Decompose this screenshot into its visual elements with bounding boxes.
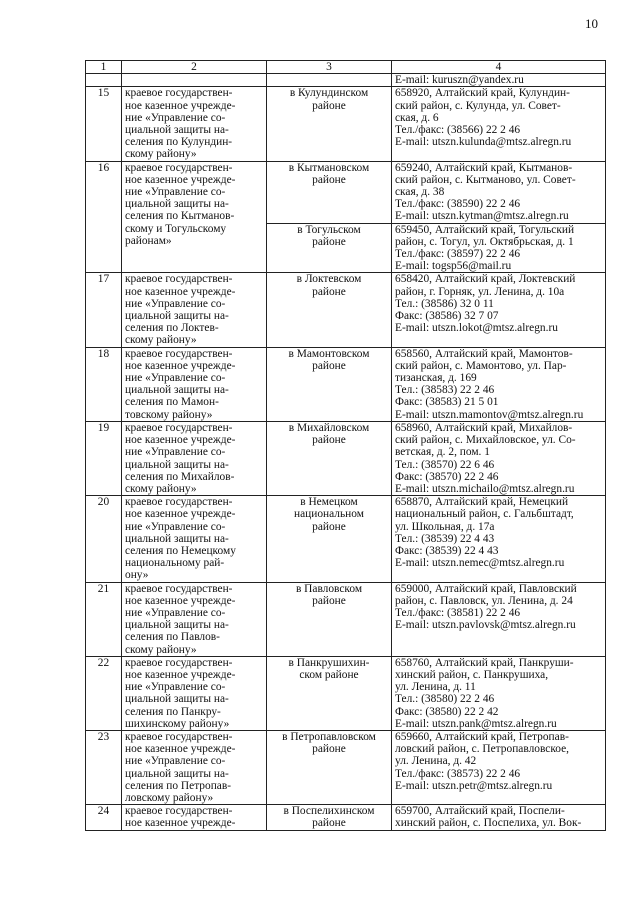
address-contacts-line: E-mail: utszn.nemec@mtsz.alregn.ru	[395, 557, 565, 570]
organization-name	[122, 582, 267, 656]
organization-name-line: скому району»	[125, 148, 197, 161]
organization-name-line: ное казенное учрежде-	[125, 285, 236, 298]
table-row	[86, 421, 606, 495]
district-name	[267, 161, 392, 223]
district-name-line: в Панкрушихин-	[288, 656, 370, 669]
address-contacts-line: Факс: (38583) 21 5 01	[395, 396, 499, 409]
organization-name-line: ние «Управление со-	[125, 446, 226, 459]
district-name-line: районе	[312, 817, 346, 830]
organization-name-line: скому району»	[125, 334, 197, 347]
organization-name-line: краевое государствен-	[125, 161, 233, 174]
organization-name-line: циальной защиты на-	[125, 198, 229, 211]
address-contacts-line: E-mail: togsp56@mail.ru	[395, 260, 512, 273]
organization-name-line: ние «Управление со-	[125, 372, 226, 385]
organization-name	[122, 656, 267, 730]
organization-name-line: ное казенное учрежде-	[125, 817, 236, 830]
organization-name-line: селения по Немецкому	[125, 544, 236, 557]
row-number: 17	[86, 273, 122, 347]
district-name-line: в Поспелихинском	[283, 805, 375, 818]
column-header: 2	[122, 61, 267, 74]
address-contacts-line: хинский район, с. Панкрушиха,	[395, 668, 549, 681]
address-contacts-line: E-mail: utszn.pavlovsk@mtsz.alregn.ru	[395, 619, 576, 632]
organization-name-line: товскому району»	[125, 408, 213, 421]
organization-name-line: ное казенное учрежде-	[125, 743, 236, 756]
table-row	[86, 87, 606, 161]
address-contacts-line: Тел./факс: (38573) 22 2 46	[395, 767, 521, 780]
address-contacts-line: 658760, Алтайский край, Панкруши-	[395, 656, 574, 669]
organization-name-line: шихинскому району»	[125, 717, 230, 730]
organization-name-line: селения по Локтев-	[125, 322, 219, 335]
district-name-line: районе	[312, 235, 346, 248]
address-contacts-line: 659000, Алтайский край, Павловский	[395, 582, 577, 595]
address-contacts-line: тизанская, д. 169	[395, 372, 477, 385]
district-name-line: в Тогульском	[297, 223, 361, 236]
district-name-line: в Кытмановском	[288, 161, 370, 174]
address-contacts-line: ул. Ленина, д. 11	[395, 681, 476, 694]
organization-name	[122, 496, 267, 582]
row-number: 23	[86, 730, 122, 804]
district-name	[267, 805, 392, 830]
address-contacts	[392, 347, 606, 421]
organization-name	[122, 421, 267, 495]
row-number: 24	[86, 805, 122, 830]
district-name-line: в Кулундинском	[289, 87, 369, 100]
organization-name	[122, 161, 267, 273]
table-row	[86, 161, 606, 223]
address-contacts-line: ская, д. 6	[395, 111, 439, 124]
row-number: 22	[86, 656, 122, 730]
column-header-row	[86, 61, 606, 74]
organization-name-line: ное казенное учрежде-	[125, 508, 236, 521]
district-name-line: в Павловском	[295, 582, 363, 595]
district-name	[267, 582, 392, 656]
address-contacts-line: ская, д. 38	[395, 186, 445, 199]
address-contacts-line: 658420, Алтайский край, Локтевский	[395, 273, 576, 286]
organization-name-line: ловскому району»	[125, 791, 214, 804]
district-name	[267, 223, 392, 273]
district-name-line: районе	[312, 99, 346, 112]
address-contacts-line: Тел.: (38570) 22 6 46	[395, 458, 495, 471]
address-contacts-line: район, с. Павловск, ул. Ленина, д. 24	[395, 594, 573, 607]
district-name-line: районе	[312, 520, 346, 533]
organization-name-line: краевое государствен-	[125, 805, 233, 818]
organization-name-line: краевое государствен-	[125, 582, 233, 595]
district-name	[267, 347, 392, 421]
organization-name-line: ное казенное учрежде-	[125, 594, 236, 607]
address-contacts-line: 658920, Алтайский край, Кулундин-	[395, 87, 570, 100]
organization-name-line: ние «Управление со-	[125, 755, 226, 768]
address-contacts-line: район, г. Горняк, ул. Ленина, д. 10а	[395, 285, 565, 298]
organization-name-line: циальной защиты на-	[125, 124, 229, 137]
address-contacts-line: ул. Школьная, д. 17а	[395, 520, 495, 533]
organization-name-line: циальной защиты на-	[125, 532, 229, 545]
continued-email: E-mail: kuruszn@yandex.ru	[392, 74, 606, 87]
organization-name-line: национальному рай-	[125, 557, 225, 570]
district-name-line: районе	[312, 359, 346, 372]
table-row	[86, 273, 606, 347]
organization-name-line: циальной защиты на-	[125, 619, 229, 632]
address-contacts	[392, 421, 606, 495]
district-name-line: районе	[312, 594, 346, 607]
address-contacts-line: Факс: (38570) 22 2 46	[395, 470, 499, 483]
organization-name-line: краевое государствен-	[125, 421, 233, 434]
address-contacts-line: Тел.: (38583) 22 2 46	[395, 384, 495, 397]
address-contacts-line: Тел.: (38580) 22 2 46	[395, 693, 495, 706]
institutions-table	[85, 60, 606, 831]
column-header: 3	[267, 61, 392, 74]
address-contacts-line: ветская, д. 2, пом. 1	[395, 446, 490, 459]
address-contacts-line: 659450, Алтайский край, Тогульский	[395, 223, 575, 236]
organization-name-line: селения по Кытманов-	[125, 210, 235, 223]
organization-name-line: ние «Управление со-	[125, 606, 226, 619]
organization-name-line: циальной защиты на-	[125, 693, 229, 706]
organization-name-line: краевое государствен-	[125, 273, 233, 286]
address-contacts-line: Факс: (38539) 22 4 43	[395, 544, 499, 557]
page-number: 10	[585, 16, 598, 31]
address-contacts-line: Тел./факс: (38597) 22 2 46	[395, 248, 521, 261]
district-name	[267, 730, 392, 804]
address-contacts-line: 658960, Алтайский край, Михайлов-	[395, 421, 573, 434]
address-contacts-line: E-mail: utszn.lokot@mtsz.alregn.ru	[395, 322, 558, 335]
district-name	[267, 496, 392, 582]
organization-name-line: циальной защиты на-	[125, 458, 229, 471]
address-contacts-line: Тел./факс: (38566) 22 2 46	[395, 124, 521, 137]
organization-name-line: скому и Тогульскому	[125, 222, 227, 235]
organization-name-line: ное казенное учрежде-	[125, 668, 236, 681]
row-number: 20	[86, 496, 122, 582]
row-number: 15	[86, 87, 122, 161]
district-name-line: районе	[312, 285, 346, 298]
organization-name-line: скому району»	[125, 643, 197, 656]
organization-name-line: краевое государствен-	[125, 496, 233, 509]
address-contacts	[392, 730, 606, 804]
address-contacts-line: E-mail: utszn.mamontov@mtsz.alregn.ru	[395, 408, 584, 421]
address-contacts	[392, 582, 606, 656]
organization-name	[122, 87, 267, 161]
column-header: 4	[392, 61, 606, 74]
table-row	[86, 656, 606, 730]
organization-name-line: циальной защиты на-	[125, 767, 229, 780]
address-contacts	[392, 223, 606, 273]
district-name-line: районе	[312, 434, 346, 447]
address-contacts-line: 658560, Алтайский край, Мамонтов-	[395, 347, 573, 360]
table-row	[86, 730, 606, 804]
organization-name-line: ону»	[125, 569, 149, 582]
district-name	[267, 656, 392, 730]
address-contacts-line: 658870, Алтайский край, Немецкий	[395, 496, 569, 509]
address-contacts	[392, 273, 606, 347]
district-name-line: в Михайловском	[288, 421, 370, 434]
district-name	[267, 87, 392, 161]
organization-name-line: ние «Управление со-	[125, 186, 226, 199]
organization-name-line: ное казенное учрежде-	[125, 173, 236, 186]
organization-name-line: циальной защиты на-	[125, 384, 229, 397]
address-contacts	[392, 805, 606, 830]
organization-name	[122, 730, 267, 804]
address-contacts-line: E-mail: utszn.pank@mtsz.alregn.ru	[395, 717, 557, 730]
organization-name-line: циальной защиты на-	[125, 310, 229, 323]
district-name	[267, 273, 392, 347]
address-contacts-line: E-mail: utszn.michailo@mtsz.alregn.ru	[395, 482, 575, 495]
table-row	[86, 582, 606, 656]
table-row	[86, 805, 606, 830]
address-contacts-line: ский район, с. Мамонтово, ул. Пар-	[395, 359, 567, 372]
organization-name	[122, 805, 267, 830]
organization-name	[122, 273, 267, 347]
organization-name-line: ние «Управление со-	[125, 297, 226, 310]
address-contacts	[392, 496, 606, 582]
organization-name-line: ние «Управление со-	[125, 111, 226, 124]
row-number: 19	[86, 421, 122, 495]
organization-name-line: селения по Кулундин-	[125, 136, 233, 149]
row-number: 16	[86, 161, 122, 273]
organization-name-line: селения по Михайлов-	[125, 470, 235, 483]
address-contacts-line: Тел.: (38539) 22 4 43	[395, 532, 495, 545]
address-contacts-line: ский район, с. Михайловское, ул. Со-	[395, 434, 576, 447]
address-contacts-line: 659660, Алтайский край, Петропав-	[395, 730, 569, 743]
row-number: 21	[86, 582, 122, 656]
address-contacts-line: E-mail: utszn.kytman@mtsz.alregn.ru	[395, 210, 569, 223]
organization-name	[122, 347, 267, 421]
address-contacts-line: ловский район, с. Петропавловское,	[395, 743, 570, 756]
organization-name-line: скому району»	[125, 482, 197, 495]
address-contacts	[392, 87, 606, 161]
address-contacts-line: Тел.: (38586) 32 0 11	[395, 297, 494, 310]
organization-name-line: селения по Панкру-	[125, 705, 221, 718]
address-contacts	[392, 656, 606, 730]
address-contacts-line: национальный район, с. Гальбштадт,	[395, 508, 574, 521]
address-contacts-line: Тел./факс: (38581) 22 2 46	[395, 606, 521, 619]
continuation-row	[86, 74, 606, 87]
organization-name-line: селения по Мамон-	[125, 396, 219, 409]
organization-name-line: селения по Павлов-	[125, 631, 220, 644]
address-contacts-line: Факс: (38580) 22 2 42	[395, 705, 499, 718]
organization-name-line: ние «Управление со-	[125, 520, 226, 533]
organization-name-line: районам»	[125, 234, 172, 247]
organization-name-line: ное казенное учрежде-	[125, 434, 236, 447]
address-contacts-line: хинский район, с. Поспелиха, ул. Вок-	[395, 817, 582, 830]
row-number: 18	[86, 347, 122, 421]
address-contacts-line: ский район, с. Кытманово, ул. Совет-	[395, 173, 576, 186]
table-row	[86, 347, 606, 421]
district-name	[267, 421, 392, 495]
address-contacts-line: район, с. Тогул, ул. Октябрьская, д. 1	[395, 235, 574, 248]
address-contacts	[392, 161, 606, 223]
organization-name-line: ное казенное учрежде-	[125, 359, 236, 372]
district-name-line: в Немецком	[300, 496, 358, 509]
organization-name-line: краевое государствен-	[125, 730, 233, 743]
address-contacts-line: 659700, Алтайский край, Поспели-	[395, 805, 565, 818]
organization-name-line: краевое государствен-	[125, 347, 233, 360]
address-contacts-line: 659240, Алтайский край, Кытманов-	[395, 161, 573, 174]
address-contacts-line: E-mail: utszn.kulunda@mtsz.alregn.ru	[395, 136, 572, 149]
table-row	[86, 496, 606, 582]
organization-name-line: краевое государствен-	[125, 656, 233, 669]
district-name-line: в Петропавловском	[282, 730, 376, 743]
address-contacts-line: ул. Ленина, д. 42	[395, 755, 477, 768]
district-name-line: ском районе	[299, 668, 359, 681]
address-contacts-line: Факс: (38586) 32 7 07	[395, 310, 499, 323]
organization-name-line: краевое государствен-	[125, 87, 233, 100]
district-name-line: районе	[312, 173, 346, 186]
organization-name-line: ное казенное учрежде-	[125, 99, 236, 112]
district-name-line: в Мамонтовском	[288, 347, 370, 360]
district-name-line: национальном	[294, 508, 364, 521]
address-contacts-line: E-mail: utszn.petr@mtsz.alregn.ru	[395, 779, 553, 792]
district-name-line: в Локтевском	[296, 273, 362, 286]
organization-name-line: ние «Управление со-	[125, 681, 226, 694]
district-name-line: районе	[312, 743, 346, 756]
column-header: 1	[86, 61, 122, 74]
address-contacts-line: ский район, с. Кулунда, ул. Совет-	[395, 99, 561, 112]
address-contacts-line: Тел./факс: (38590) 22 2 46	[395, 198, 521, 211]
organization-name-line: селения по Петропав-	[125, 779, 232, 792]
